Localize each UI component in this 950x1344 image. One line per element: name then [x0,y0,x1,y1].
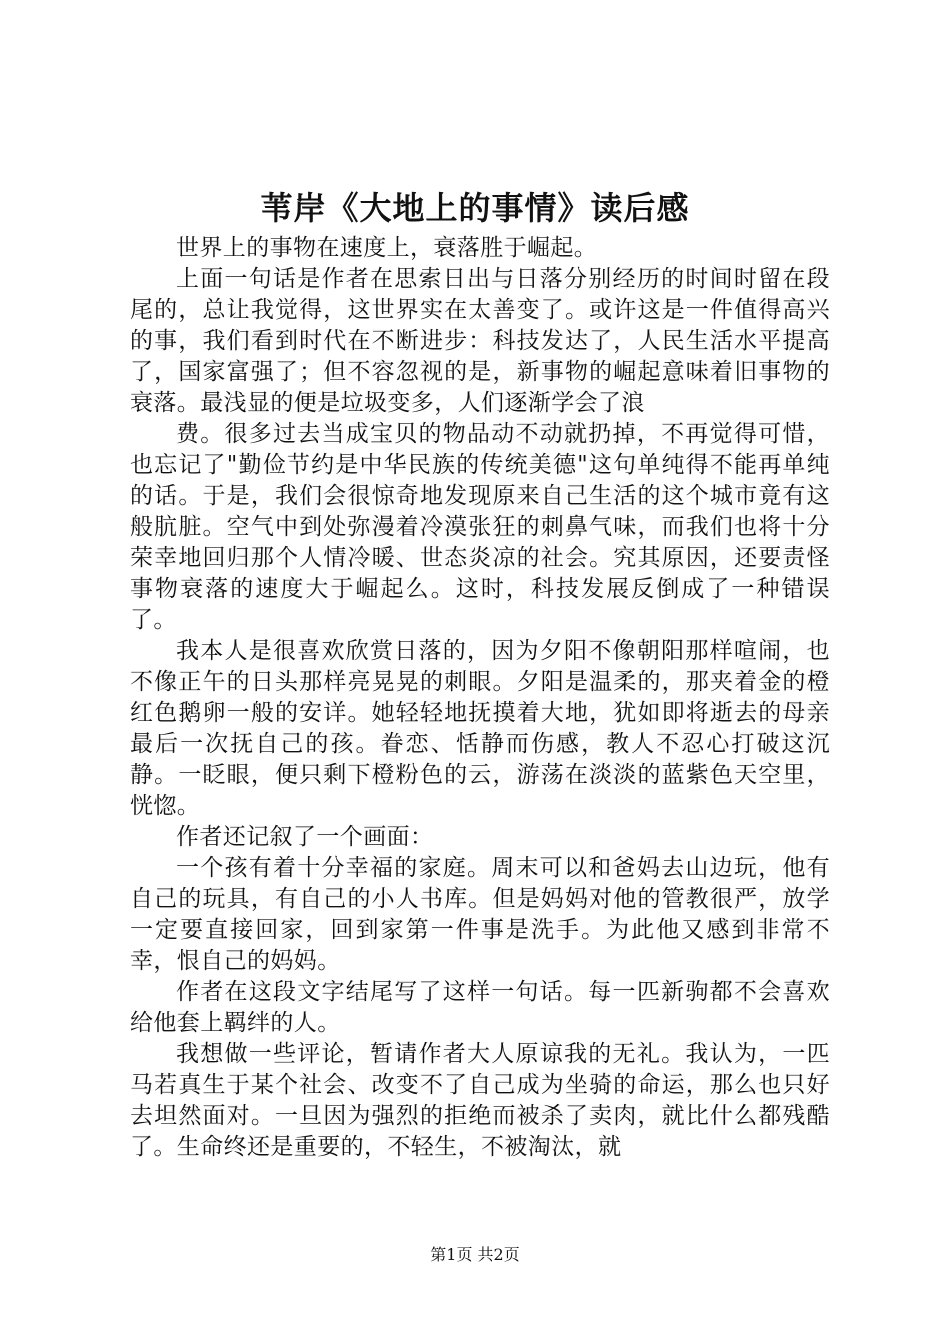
paragraph: 一个孩有着十分幸福的家庭。周末可以和爸妈去山边玩，他有自己的玩具，有自己的小人书库。但是妈妈对他的管教很严，放学一定要直接回家，回到家第一件事是洗手。为此他又感到非常不幸，恨自己的妈妈。 [130,855,830,974]
paragraph: 费。很多过去当成宝贝的物品动不动就扔掉，不再觉得可惜，也忘记了"勤俭节约是中华民族的传统美德"这句单纯得不能再单纯的话。于是，我们会很惊奇地发现原来自己生活的这个城市竟有这般肮脏。空气中到处弥漫着冷漠张狂的刺鼻气味，而我们也将十分荣幸地回归那个人情冷暖、世态炎凉的社会。究其原因，还要责怪事物衰落的速度大于崛起么。这时，科技发展反倒成了一种错误了。 [130,421,830,633]
page-number-footer: 第1页 共2页 [430,1245,520,1264]
paragraph: 我本人是很喜欢欣赏日落的，因为夕阳不像朝阳那样喧闹，也不像正午的日头那样亮晃晃的刺眼。夕阳是温柔的，那夹着金的橙红色鹅卵一般的安详。她轻轻地抚摸着大地，犹如即将逝去的母亲最后一次抚自己的孩。眷恋、恬静而伤感，教人不忍心打破这沉静。一眨眼，便只剩下橙粉色的云，游荡在淡淡的蓝紫色天空里，恍惚。 [130,638,830,819]
document-body [130,233,830,1163]
paragraph: 作者还记叙了一个画面： [176,824,434,850]
document-title: 苇岸《大地上的事情》读后感 [260,189,690,227]
paragraph: 我想做一些评论，暂请作者大人原谅我的无礼。我认为，一匹马若真生于某个社会、改变不了自己成为坐骑的命运，那么也只好去坦然面对。一旦因为强烈的拒绝而被杀了卖肉，就比什么都残酷了。生命终还是重要的，不轻生，不被淘汰，就 [130,1041,830,1160]
paragraph: 世界上的事物在速度上，衰落胜于崛起。 [176,235,598,261]
paragraph: 上面一句话是作者在思索日出与日落分别经历的时间时留在段尾的，总让我觉得，这世界实在太善变了。或许这是一件值得高兴的事，我们看到时代在不断进步：科技发达了，人民生活水平提高了，国家富强了；但不容忽视的是，新事物的崛起意味着旧事物的衰落。最浅显的便是垃圾变多，人们逐渐学会了浪 [130,266,830,416]
paragraph: 作者在这段文字结尾写了这样一句话。每一匹新驹都不会喜欢给他套上羁绊的人。 [130,979,830,1036]
